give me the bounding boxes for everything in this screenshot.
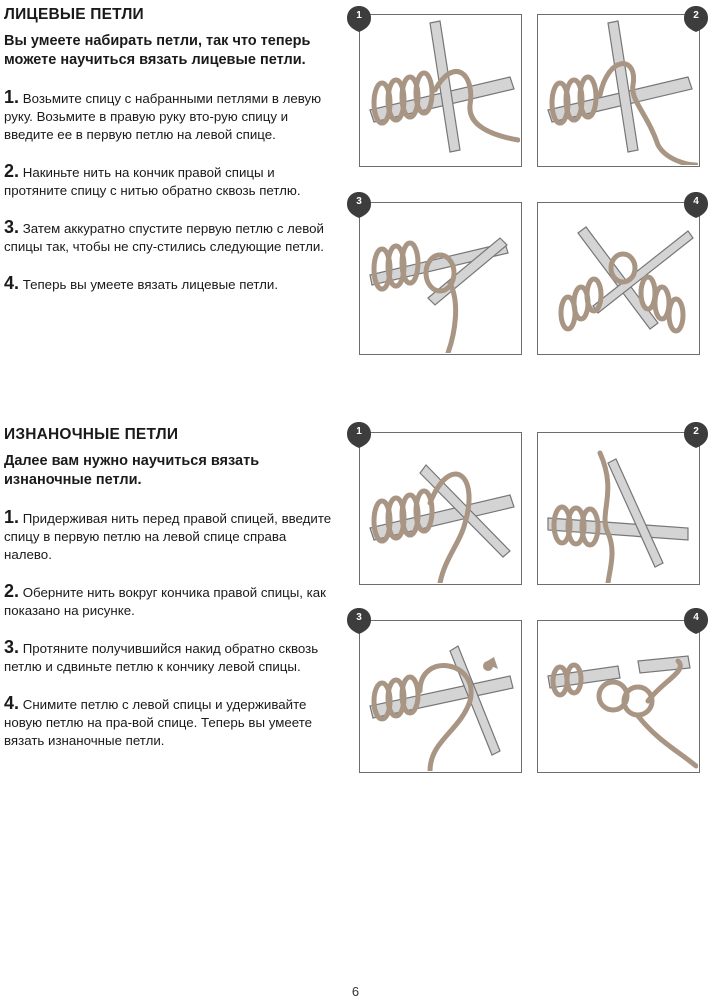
step-text: Протяните получившийся накид обратно сквозь петлю и сдвиньте петлю к кончику левой спицы. bbox=[4, 641, 319, 674]
step-badge bbox=[682, 420, 710, 450]
badge-number: 3 bbox=[356, 196, 362, 207]
purl-illustration-1 bbox=[359, 432, 522, 585]
purl-illustration-3 bbox=[359, 620, 522, 773]
step-badge bbox=[345, 420, 373, 450]
step-text: Накиньте нить на кончик правой спицы и протяните спицу с нитью обратно сквозь петлю. bbox=[4, 165, 301, 198]
knit-step-4 bbox=[4, 274, 334, 294]
purl-stitch-drawing bbox=[360, 621, 520, 771]
purl-stitch-drawing bbox=[360, 433, 520, 583]
knit-stitch-drawing bbox=[360, 203, 520, 353]
badge-number: 2 bbox=[693, 10, 699, 21]
step-text: Придерживая нить перед правой спицей, введите спицу в первую петлю на левой спице справа налево. bbox=[4, 511, 332, 562]
knit-intro: Вы умеете набирать петли, так что теперь можете научиться вязать лицевые петли. bbox=[4, 33, 311, 68]
step-text: Оберните нить вокруг кончика правой спицы, как показано на рисунке. bbox=[4, 585, 326, 618]
page-number: 6 bbox=[351, 984, 360, 999]
step-text: Затем аккуратно спустите первую петлю с левой спицы так, чтобы не спу-стились следующие петли. bbox=[4, 221, 324, 254]
step-number: 4. bbox=[4, 693, 20, 713]
arrow-icon bbox=[483, 661, 493, 671]
step-badge bbox=[682, 4, 710, 34]
step-badge bbox=[345, 606, 373, 636]
badge-number: 1 bbox=[356, 10, 362, 21]
knit-step-3 bbox=[4, 218, 334, 256]
purl-stitch-drawing bbox=[538, 621, 698, 771]
step-number: 2. bbox=[4, 161, 20, 181]
purl-step-3 bbox=[4, 638, 334, 676]
knit-illustration-3 bbox=[359, 202, 522, 355]
badge-number: 2 bbox=[693, 426, 699, 437]
knit-stitch-drawing bbox=[360, 15, 520, 165]
badge-number: 4 bbox=[693, 612, 699, 623]
purl-stitch-drawing bbox=[538, 433, 698, 583]
knit-heading: ЛИЦЕВЫЕ ПЕТЛИ bbox=[4, 6, 144, 23]
step-text: Теперь вы умеете вязать лицевые петли. bbox=[19, 277, 279, 292]
step-number: 3. bbox=[4, 637, 20, 657]
step-number: 4. bbox=[4, 273, 20, 293]
badge-number: 4 bbox=[693, 196, 699, 207]
purl-section bbox=[4, 426, 334, 768]
knit-step-2 bbox=[4, 162, 334, 200]
knit-stitch-drawing bbox=[538, 15, 698, 165]
knit-step-1 bbox=[4, 88, 334, 144]
step-number: 2. bbox=[4, 581, 20, 601]
step-number: 3. bbox=[4, 217, 20, 237]
knit-illustration-1 bbox=[359, 14, 522, 167]
knit-illustration-4 bbox=[537, 202, 700, 355]
step-badge bbox=[682, 190, 710, 220]
purl-step-2 bbox=[4, 582, 334, 620]
step-text: Снимите петлю с левой спицы и удерживайте новую петлю на пра-вой спице. Теперь вы умеете вязать изнаночные петли. bbox=[4, 697, 313, 748]
knit-section bbox=[4, 6, 334, 312]
step-badge bbox=[682, 606, 710, 636]
step-badge bbox=[345, 190, 373, 220]
purl-illustration-4 bbox=[537, 620, 700, 773]
step-number: 1. bbox=[4, 507, 20, 527]
purl-intro: Далее вам нужно научиться вязать изнаночные петли. bbox=[4, 453, 260, 488]
step-badge bbox=[345, 4, 373, 34]
step-text: Возьмите спицу с набранными петлями в левую руку. Возьмите в правую руку вто-рую спицу и введите ее в первую петлю на левой спице. bbox=[4, 91, 322, 142]
knit-illustration-2 bbox=[537, 14, 700, 167]
purl-heading: ИЗНАНОЧНЫЕ ПЕТЛИ bbox=[4, 426, 179, 443]
purl-step-1 bbox=[4, 508, 334, 564]
purl-illustration-2 bbox=[537, 432, 700, 585]
badge-number: 3 bbox=[356, 612, 362, 623]
knit-stitch-drawing bbox=[538, 203, 698, 353]
step-number: 1. bbox=[4, 87, 20, 107]
purl-step-4 bbox=[4, 694, 334, 750]
badge-number: 1 bbox=[356, 426, 362, 437]
